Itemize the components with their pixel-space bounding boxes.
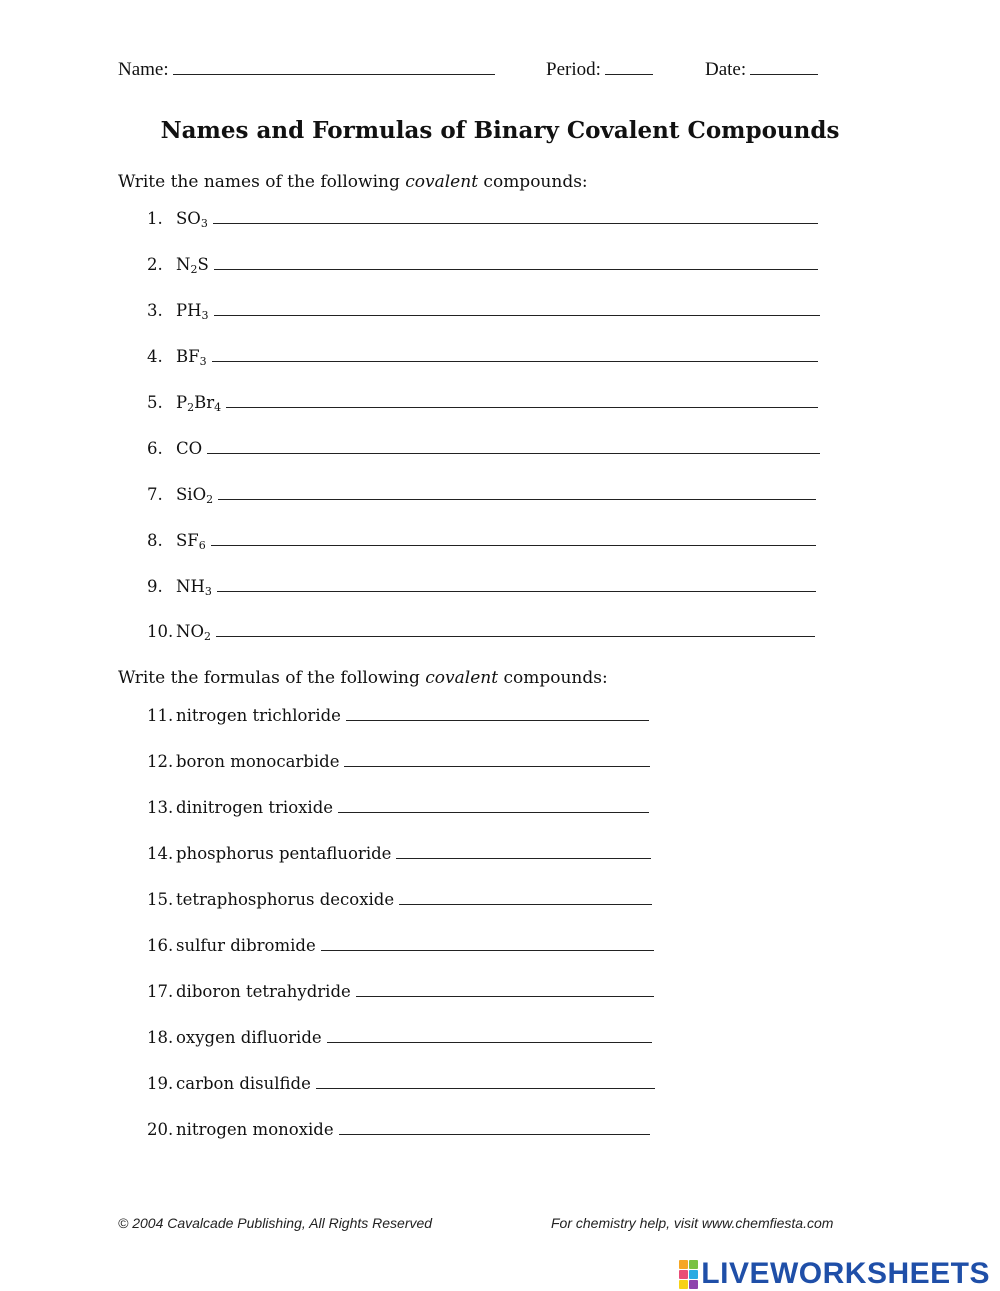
section2-instruction	[118, 668, 608, 688]
question-number: 14.	[147, 844, 174, 863]
formula-symbol: SO	[176, 209, 201, 228]
question-number: 15.	[147, 890, 174, 909]
question-number: 3.	[147, 301, 163, 320]
answer-blank[interactable]	[339, 1133, 650, 1135]
formula-symbol: SiO	[176, 485, 207, 504]
name-question-row	[147, 485, 816, 504]
answer-blank[interactable]	[226, 406, 818, 408]
period-blank[interactable]	[605, 58, 653, 75]
question-number: 10.	[147, 622, 174, 641]
name-question-row	[147, 577, 816, 596]
name-question-row	[147, 255, 818, 274]
brand-block	[689, 1260, 698, 1269]
compound-name: nitrogen monoxide	[176, 1120, 334, 1139]
formula-subscript: 2	[206, 493, 214, 506]
section2-instruction-after: compounds:	[498, 668, 608, 688]
section2-instruction-before: Write the formulas of the following	[118, 668, 426, 688]
compound-name: phosphorus pentafluoride	[176, 844, 392, 863]
question-number: 19.	[147, 1074, 174, 1093]
compound-name: boron monocarbide	[176, 752, 340, 771]
formula-symbol: BF	[176, 347, 200, 366]
answer-blank[interactable]	[218, 498, 816, 500]
formula-subscript: 2	[190, 263, 198, 276]
compound-name: carbon disulfide	[176, 1074, 311, 1093]
name-question-row	[147, 393, 818, 412]
footer-help: For chemistry help, visit www.chemfiesta.com	[551, 1215, 834, 1231]
brand-block	[689, 1280, 698, 1289]
brand-block	[679, 1260, 688, 1269]
question-number: 11.	[147, 706, 174, 725]
chemical-formula	[176, 577, 212, 596]
question-number: 13.	[147, 798, 174, 817]
section1-instruction-after: compounds:	[478, 172, 588, 192]
question-number: 4.	[147, 347, 163, 366]
section1-instruction-before: Write the names of the following	[118, 172, 406, 192]
brand-logo	[679, 1257, 990, 1291]
question-number: 12.	[147, 752, 174, 771]
formula-subscript: 2	[203, 630, 211, 643]
formula-question-row	[147, 1074, 655, 1093]
formula-question-row	[147, 1120, 650, 1139]
brand-block	[679, 1280, 688, 1289]
answer-blank[interactable]	[338, 811, 649, 813]
chemical-formula	[176, 347, 207, 366]
formula-subscript: 3	[201, 309, 209, 322]
section1-instruction	[118, 172, 588, 192]
answer-blank[interactable]	[316, 1087, 655, 1089]
formula-question-row	[147, 706, 649, 725]
brand-name: LIVEWORKSHEETS	[701, 1257, 990, 1290]
formula-symbol: CO	[176, 439, 203, 458]
question-number: 6.	[147, 439, 163, 458]
formula-subscript: 3	[204, 585, 212, 598]
formula-subscript: 2	[187, 401, 195, 414]
formula-question-row	[147, 844, 651, 863]
answer-blank[interactable]	[211, 544, 816, 546]
name-question-row	[147, 439, 820, 458]
formula-symbol: P	[176, 393, 188, 412]
formula-symbol: SF	[176, 531, 199, 550]
answer-blank[interactable]	[214, 314, 821, 316]
compound-name: sulfur dibromide	[176, 936, 316, 955]
section2-instruction-emphasis: covalent	[425, 668, 499, 688]
answer-blank[interactable]	[212, 360, 818, 362]
question-number: 7.	[147, 485, 163, 504]
name-question-row	[147, 209, 818, 228]
period-label: Period:	[546, 59, 601, 80]
answer-blank[interactable]	[356, 995, 654, 997]
question-number: 17.	[147, 982, 174, 1001]
chemical-formula	[176, 531, 206, 550]
formula-subscript: 6	[198, 539, 206, 552]
section1-instruction-emphasis: covalent	[405, 172, 479, 192]
question-number: 9.	[147, 577, 163, 596]
compound-name: dinitrogen trioxide	[176, 798, 334, 817]
formula-subscript: 4	[214, 401, 222, 414]
brand-blocks-icon	[679, 1260, 698, 1289]
chemical-formula	[176, 255, 209, 274]
period-field[interactable]	[546, 58, 653, 81]
name-question-row	[147, 531, 816, 550]
answer-blank[interactable]	[207, 452, 820, 454]
chemical-formula	[176, 301, 209, 320]
answer-blank[interactable]	[213, 222, 818, 224]
compound-name: diboron tetrahydride	[176, 982, 351, 1001]
formula-question-row	[147, 936, 654, 955]
date-blank[interactable]	[750, 58, 818, 75]
question-number: 1.	[147, 209, 163, 228]
name-question-row	[147, 347, 818, 366]
formula-question-row	[147, 752, 650, 771]
date-field[interactable]	[705, 58, 818, 81]
formula-question-row	[147, 890, 652, 909]
formula-question-row	[147, 1028, 652, 1047]
answer-blank[interactable]	[214, 268, 818, 270]
formula-symbol: PH	[176, 301, 202, 320]
brand-block	[679, 1270, 688, 1279]
answer-blank[interactable]	[216, 635, 815, 637]
brand-block	[689, 1270, 698, 1279]
name-label: Name:	[118, 59, 169, 80]
formula-question-row	[147, 798, 649, 817]
formula-symbol: NO	[176, 622, 204, 641]
answer-blank[interactable]	[344, 765, 650, 767]
name-question-row	[147, 301, 820, 320]
formula-symbol: S	[197, 255, 209, 274]
formula-symbol: NH	[176, 577, 205, 596]
answer-blank[interactable]	[346, 719, 649, 721]
question-number: 2.	[147, 255, 163, 274]
compound-name: nitrogen trichloride	[176, 706, 341, 725]
compound-name: oxygen difluoride	[176, 1028, 322, 1047]
answer-blank[interactable]	[396, 857, 651, 859]
question-number: 16.	[147, 936, 174, 955]
chemical-formula	[176, 439, 202, 458]
question-number: 8.	[147, 531, 163, 550]
footer-copyright: © 2004 Cavalcade Publishing, All Rights Reserved	[118, 1215, 433, 1231]
formula-subscript: 3	[200, 217, 208, 230]
answer-blank[interactable]	[321, 949, 654, 951]
answer-blank[interactable]	[327, 1041, 652, 1043]
name-blank[interactable]	[173, 58, 495, 75]
name-field[interactable]	[118, 58, 495, 81]
chemical-formula	[176, 209, 208, 228]
formula-subscript: 3	[199, 355, 207, 368]
answer-blank[interactable]	[399, 903, 652, 905]
page-title: Names and Formulas of Binary Covalent Compounds	[160, 117, 840, 144]
formula-question-row	[147, 982, 654, 1001]
chemical-formula	[176, 485, 213, 504]
compound-name: tetraphosphorus decoxide	[176, 890, 395, 909]
chemical-formula	[176, 622, 211, 641]
name-question-row	[147, 622, 815, 641]
formula-symbol: N	[176, 255, 191, 274]
question-number: 5.	[147, 393, 163, 412]
question-number: 18.	[147, 1028, 174, 1047]
answer-blank[interactable]	[217, 590, 816, 592]
question-number: 20.	[147, 1120, 174, 1139]
formula-symbol: Br	[194, 393, 215, 412]
chemical-formula	[176, 393, 221, 412]
date-label: Date:	[705, 59, 747, 80]
